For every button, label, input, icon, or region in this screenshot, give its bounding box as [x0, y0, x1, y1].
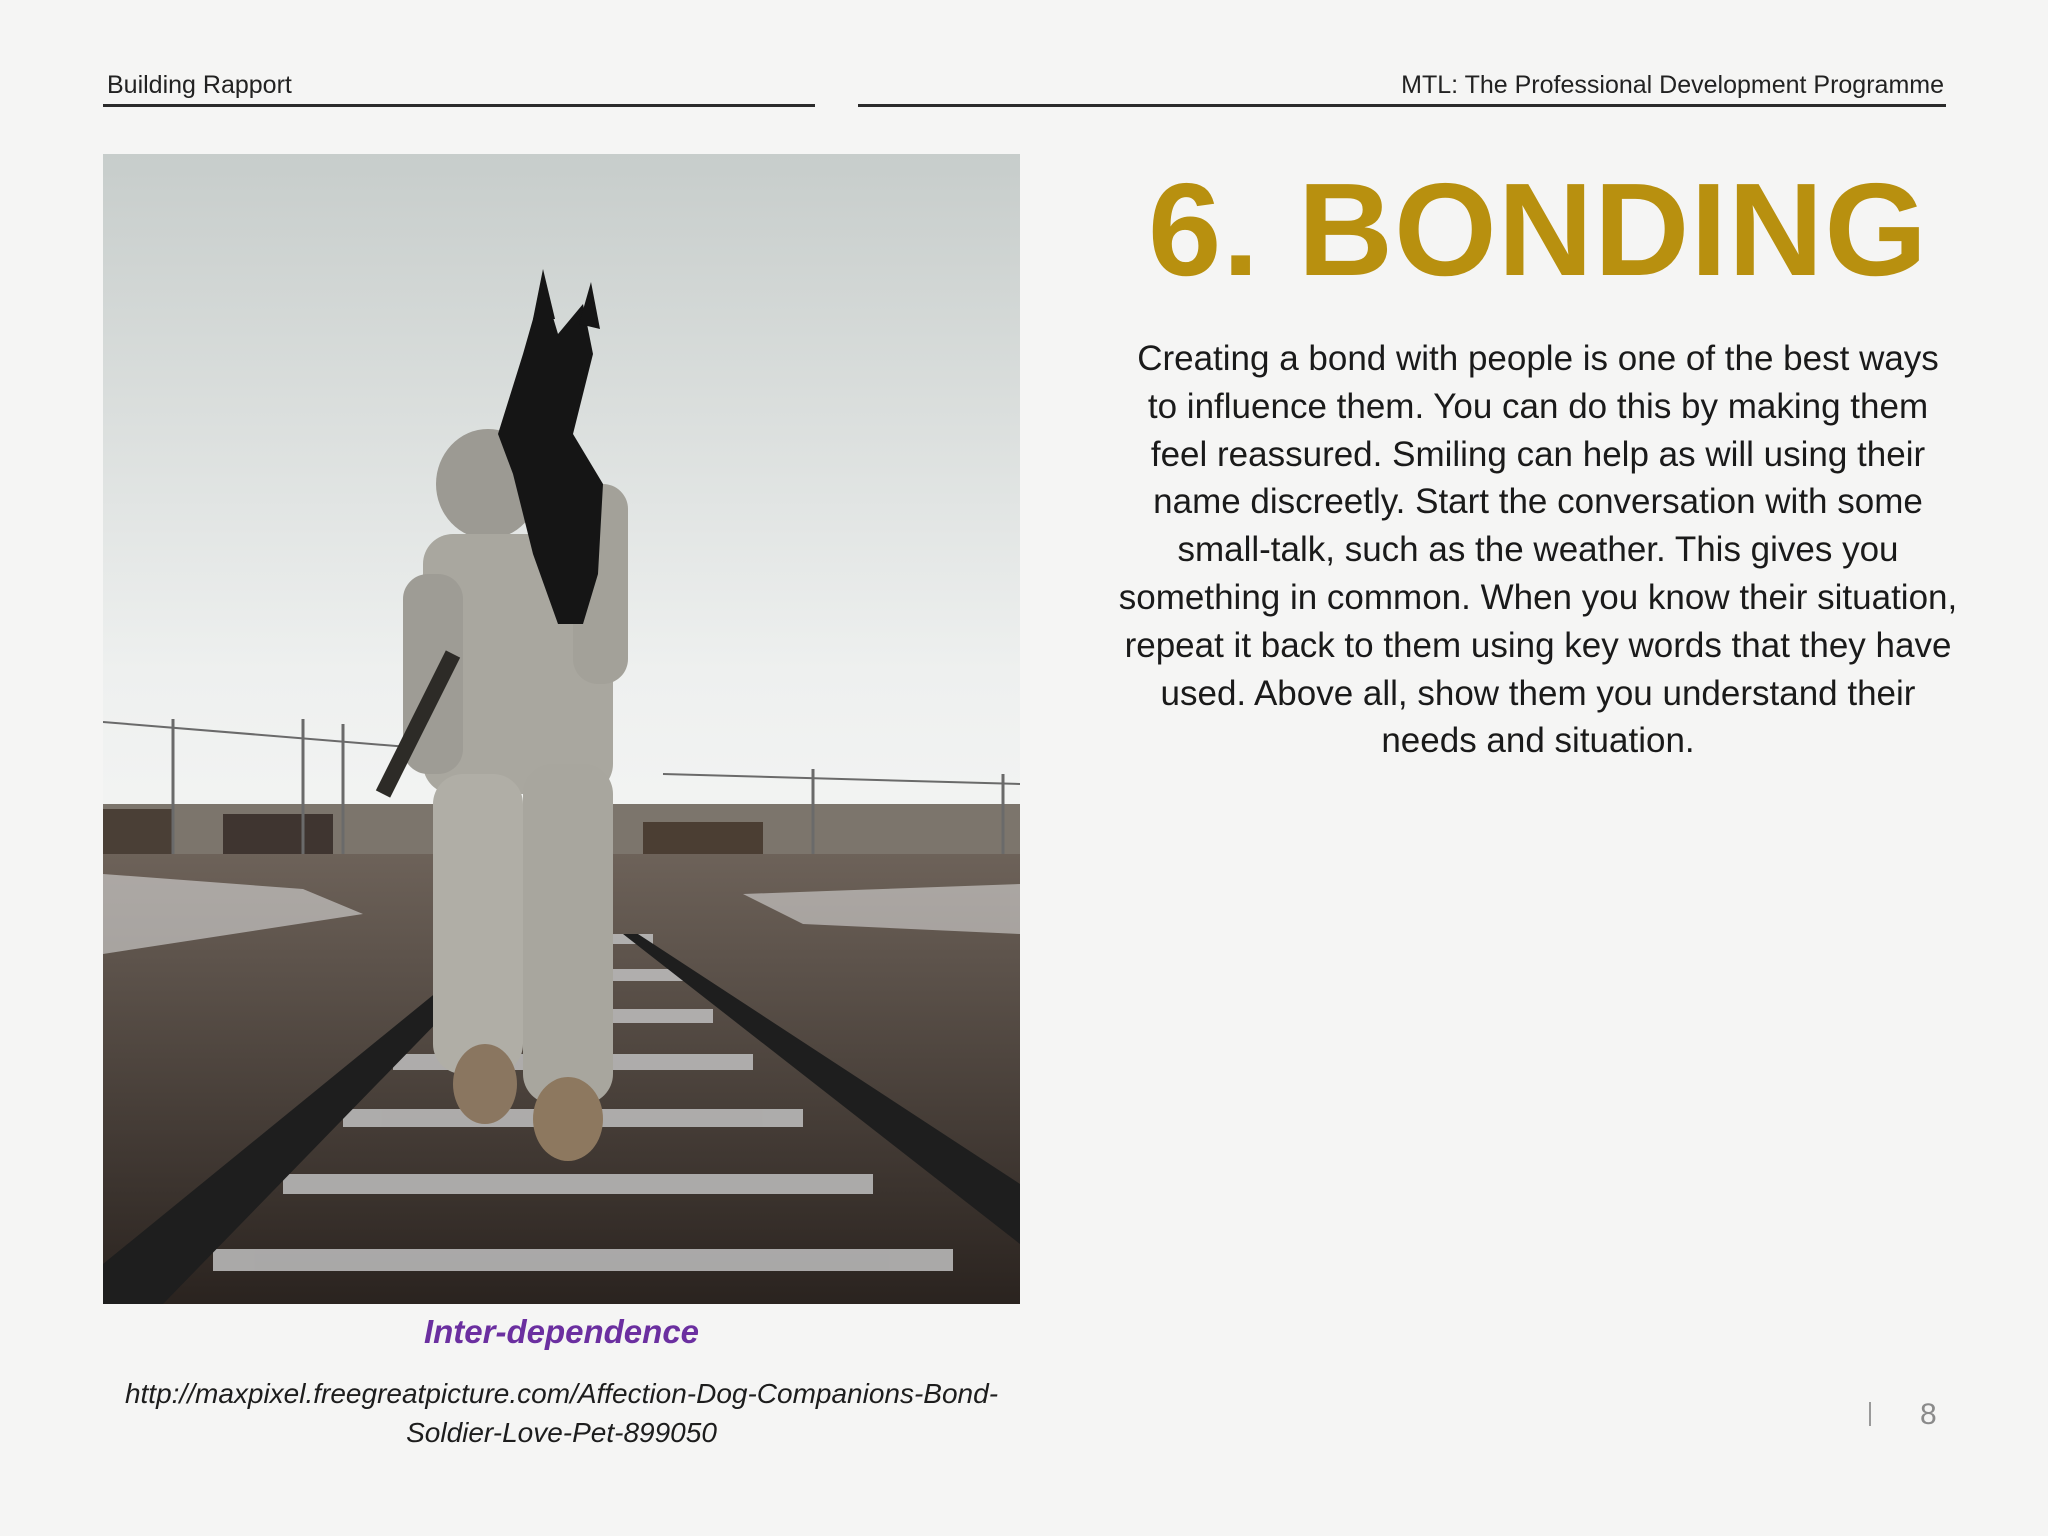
photo-source-url: http://maxpixel.freegreatpicture.com/Affection-Dog-Companions-Bond-Soldier-Love-Pet-899050	[124, 1378, 999, 1448]
photo-caption: Inter-dependence	[423, 1313, 700, 1350]
soldier-dog-photo	[103, 154, 1020, 1304]
header-right-title: MTL: The Professional Development Programme	[1401, 71, 1944, 99]
header-right	[858, 66, 1946, 107]
body-text: Creating a bond with people is one of the best ways to influence them. You can do this by making them feel reassured. Smiling can help as will using their name discreetly. Start the conversation with some small-talk, such as the weather. This gives you something in common. When you know their situation, repeat it back to them using key words that they have used. Above all, show them you understand their needs and situation.	[1118, 339, 1958, 761]
page-number: 8	[1920, 1398, 1937, 1431]
page-title: 6. BONDING	[1147, 156, 1929, 303]
page-number-divider	[1869, 1402, 1871, 1426]
header-left-title: Building Rapport	[107, 71, 292, 99]
header-left	[103, 66, 815, 107]
